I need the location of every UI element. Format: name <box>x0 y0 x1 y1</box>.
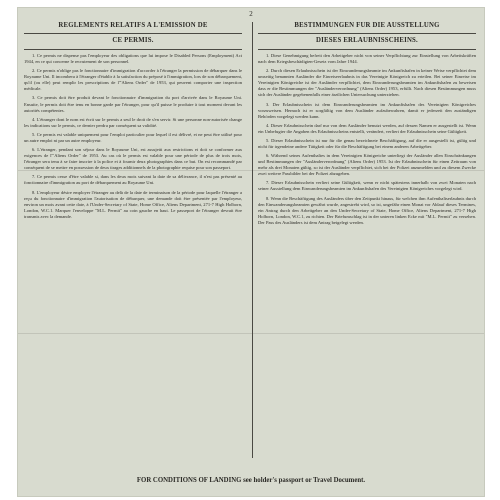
french-paragraph: 6. L'étranger, pendant son séjour dans le Royaume Uni, est assujetti aux restrictions et doit se conformer aux exigences de l'"Aliens Order" de 1953. Au cas où le permis est valable pour une période de plus de trois mois, l'étranger sera tenu à se faire inscrire à la police et à fournir deux photographies dans ce but. On est recommandé par conséquent de se mettre en possession de deux tirages additionnels de la photographie requise pour son passeport. <box>24 147 242 171</box>
german-paragraph: 2. Durch diesen Erlaubnisschein ist der Einwanderungsbeamte im Ankunftshafen in keiner Weise verpflichtet dem umseitig benannten Ausländer die Einreiseerlaubnis in das Vereinigte Königreich zu erteilen. Bei seiner Einreise im Vereinigten Königreiche ist der Ausländer verpflichtet, dem Einwanderungsbeamten im Ankunftshafen zu beweisen dass er die Bestimmungen der "Ausländerverordnung" (Aliens Order) 1953, erfüllt. Nach diesen Bestimmungen muss sich der Ausländer gegebenenfalls einer ärztlichen Untersuchung unterziehen. <box>258 68 476 98</box>
german-heading-line: DIESES ERLAUBNISSCHEINS. <box>316 36 418 44</box>
french-paragraph: 4. L'étranger dont le nom est écrit sur le permis a seul le droit de s'en servir. Si une personne non-autorisée change les indications sur le permis, ce dernier perdra par conséquent sa validité. <box>24 116 242 128</box>
heading-rule <box>24 33 242 34</box>
german-paragraph: 1. Diese Genehmigung befreit den Arbeitgeber nicht von seiner Verpflichtung zur Einstellung von Arbeitskräften nach dem Kriegsbeschädigten-Gesetz vom Jahre 1944. <box>258 53 476 65</box>
german-column <box>258 22 476 459</box>
column-divider <box>252 22 253 458</box>
page-number: 2 <box>249 10 253 18</box>
heading-rule <box>258 49 476 50</box>
heading-rule <box>24 49 242 50</box>
french-paragraph: 1. Ce permis ne dispense pas l'employeur des obligations que lui impose le Disabled Persons (Employment) Act 1944, en ce qui concerne le recrutement de son personnel. <box>24 53 242 65</box>
german-paragraph: 6. Während seines Aufenthaltes in dem Vereinigten Königreiche unterliegt der Ausländer allen Einschränkungen und Bestimmungen der "Ausländerverordnung" (Aliens Order) 1953. Ist der Erlaubnisschein für einen Zeitraum von mehr als drei Monaten gültig, so ist der Ausländer verpflichtet, sich bei der Polizei anzumelden und zu diesem Zwecke zwei weitere Passbilder bei der Polizei abzugeben. <box>258 153 476 177</box>
german-paragraph: 4. Dieser Erlaubnisschein darf nur von dem Ausländer benutzt werden, auf dessen Namen er ausgestellt ist. Wenn ein Unbefugter die Angaben des Erlaubnisscheins entstellt, verändert, verliert der Erlaubnisschein seine Gültigkeit. <box>258 122 476 134</box>
german-heading-line: BESTIMMUNGEN FUR DIE AUSSTELLUNG <box>294 22 440 29</box>
heading-rule <box>258 33 476 34</box>
german-paragraph: 7. Dieser Erlaubnisschein verliert seine Gültigkeit, wenn er nicht spätestens innerhalb von zwei Monaten nach seiner Ausstellung dem Einwanderungsbeamten im Ankunftshafen des Vereinigten Königreiches vorgelegt wird. <box>258 180 476 192</box>
french-column <box>24 22 242 459</box>
german-paragraph: 3. Der Erlaubnisschein ist dem Einwanderungsbeamten im Ankunftshafen des Vereinigten Königreiches vorzuweisen. Hernach ist er sorgfältig von dem Ausländer aufzubewahren, damit er jederzeit den zuständigen Behörden vorgelegt werden kann. <box>258 101 476 119</box>
french-paragraph: 7. Ce permis cesse d'être valable si, dans les deux mois suivant la date de sa délivrance, il n'est pas présenté au fonctionnaire d'immigration au port de débarquement au Royaume Uni. <box>24 174 242 186</box>
german-paragraph: 5. Dieser Erlaubnisschein ist nur für die genau bezeichnete Beschäftigung, auf die er ausgestellt ist, gültig und nicht für irgendeine andere Tätigkeit oder für die Beschäftigung bei einem anderen Arbeitgeber. <box>258 137 476 149</box>
french-heading-line: CE PERMIS. <box>112 36 154 44</box>
french-paragraph: 8. L'employeur désire employer l'étranger au delà de la date de terminaison de la période pour laquelle l'étranger a reçu du fonctionnaire d'immigration l'autorisation de débarquer, une demande doit être présentée par l'employeur, environ un mois avant cette date, à l'Under-Secretary of State, Home Office, Aliens Department, 271-7 High Holborn, London, W.C.1. Marquer l'enveloppe "M.L. Permit" au coin gauche en haut. Le passeport de l'étranger devrait être transmis avec la demande. <box>24 189 242 219</box>
french-heading <box>24 22 242 47</box>
french-paragraph: 3. Ce permis doit être produit devant le fonctionnaire d'immigration du port d'arrivée dans le Royaume Uni. Ensuite, le permis doit être tenu en bonne garde par l'étranger, pour qu'il puisse le produire à tout moment devant les autorités compétentes. <box>24 95 242 113</box>
german-paragraph: 8. Wenn die Beschäftigung des Ausländers über den Zeitpunkt hinaus, für welchen ihm Aufenthaltserlaubnis durch den Einwanderungsbeamten gewährt wurde, angestrebt wird, so ist, ungefähr einen Monat vor Ablauf dieses Termines, ein Antrag durch den Arbeitgeber an den Under-Secretary of State, Home Office, Aliens Department, 271-7 High Holborn, London, W.C.1, zu richten. Der Briefumschlag ist in der unteren linken Ecke mit "M.L. Permit" zu versehen. Der Pass des Ausländers ist dem Antrag beigelegt werden. <box>258 195 476 225</box>
french-paragraph: 2. Ce permis n'oblige pas le fonctionnaire d'immigration d'accorder à l'étranger la permission de débarquer dans le Royaume Uni. Il incombera à l'étranger d'établir à la satisfaction du préposé à l'immigration, lors de son débarquement, qu'il (ou elle) peut remplir les prescriptions de l'"Aliens Order" de 1953, qui peuvent comporter une inspection médicale. <box>24 68 242 92</box>
french-heading-line: REGLEMENTS RELATIFS A L'EMISSION DE <box>58 22 208 29</box>
german-heading <box>258 22 476 47</box>
french-paragraph: 5. Ce permis est valable uniquement pour l'emploi particulier pour lequel il est délivré, et ne peut être utilisé pour un autre emploi ni par un autre employeur. <box>24 131 242 143</box>
document-page <box>18 8 484 496</box>
landing-conditions-footer: FOR CONDITIONS OF LANDING see holder's passport or Travel Document. <box>136 477 366 484</box>
